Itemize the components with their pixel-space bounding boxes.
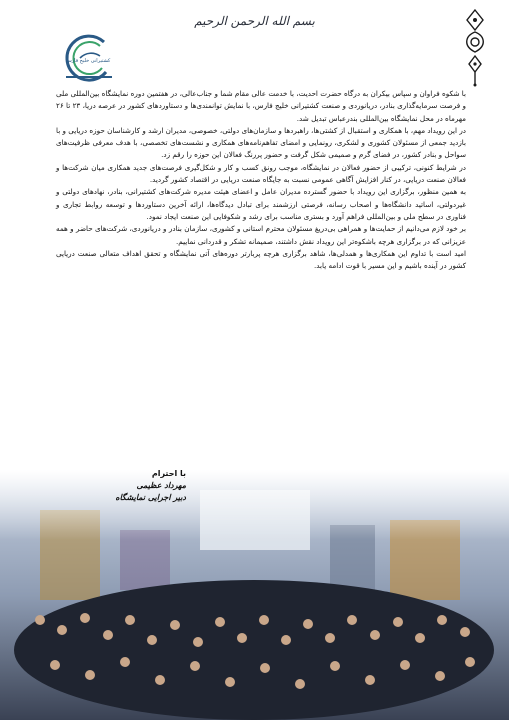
regards-text: با احترام — [151, 469, 186, 478]
logo-caption: کشتیرانی خلیج فارس — [65, 58, 111, 64]
paragraph: در این رویداد مهم، با همکاری و استقبال از کشتی‌ها، راهبردها و سازمان‌های دولتی، خصوصی، مدیران ارشد و کارشناسان حوزه دریایی و با بازدید جمعی از مسئولان کشوری و لشکری، رونمایی و امضای تفاهم‌نامه‌های همکاری و نشست‌های تخصصی، با هدف معرفی ظرفیت‌های سواحل و بنادر کشور، در فضای گرم و صمیمی شکل گرفت و حضور پررنگ فعالان این حوزه را رقم زد. — [56, 125, 466, 160]
paragraph: بر خود لازم می‌دانیم از حمایت‌ها و همراهی بی‌دریغ مسئولان محترم استانی و کشوری، سازمان بنادر و دریانوردی، شرکت‌های حاضر و همه عزیزانی که در برگزاری هرچه باشکوه‌تر این رویداد نقش داشتند، صمیمانه تشکر و قدردانی نماییم. — [56, 224, 466, 246]
signer-name: مهرداد عظیمی — [136, 481, 186, 490]
ornament-icon — [459, 6, 491, 88]
letter-body — [56, 88, 466, 272]
exhibition-crowd-photo — [0, 470, 509, 720]
paragraph: در شرایط کنونی، ترکیبی از حضور فعالان در نمایشگاه، موجب رونق کسب و کار و شکل‌گیری فرصت‌های جدید همکاری میان شرکت‌ها و فعالان صنعت دریایی، در کنار افزایش آگاهی عمومی نسبت به جایگاه صنعت دریایی در اقتصاد کشور گردید. — [56, 162, 466, 185]
paragraph: امید است با تداوم این همکاری‌ها و همدلی‌ها، شاهد برگزاری هرچه پربارتر دوره‌های آتی نمایشگاه و تحقق اهداف متعالی صنعت دریایی کشور در آینده باشیم و این مسیر با قوت ادامه یابد. — [56, 248, 466, 271]
signer-role: دبیر اجرایی نمایشگاه — [115, 493, 186, 502]
paragraph: با شکوه فراوان و سپاس بیکران به درگاه حضرت احدیت، با خدمت عالی مقام شما و جناب‌عالی، در هفتمین دوره نمایشگاه بین‌المللی ملی و فرصت سرمایه‌گذاری بنادر، دریانوردی و صنعت کشتیرانی خلیج فارس، با نمایش توانمندی‌ها و دستاوردهای کشور در عرصه دریا، ۲۳ تا ۲۶ مهرماه در محل نمایشگاه بین‌المللی بندرعباس تبدیل شد. — [56, 89, 466, 123]
paragraph: به همین منظور، برگزاری این رویداد با حضور گسترده مدیران عامل و اعضای هیئت مدیره شرکت‌های کشتیرانی، بنادر، نهادهای دولتی و غیردولتی، اساتید دانشگاه‌ها و اصحاب رسانه، فرصتی ارزشمند برای تبادل دیدگاه‌ها، ارائه آخرین دستاوردها و توسعه روابط تجاری و فناوری در سطح ملی و بین‌المللی فراهم آورد و بستری مناسب برای رشد و شکوفایی این صنعت ایجاد نمود. — [56, 187, 466, 221]
bismillah-heading: بسم الله الرحمن الرحیم — [194, 14, 315, 28]
signature-block — [56, 468, 186, 504]
